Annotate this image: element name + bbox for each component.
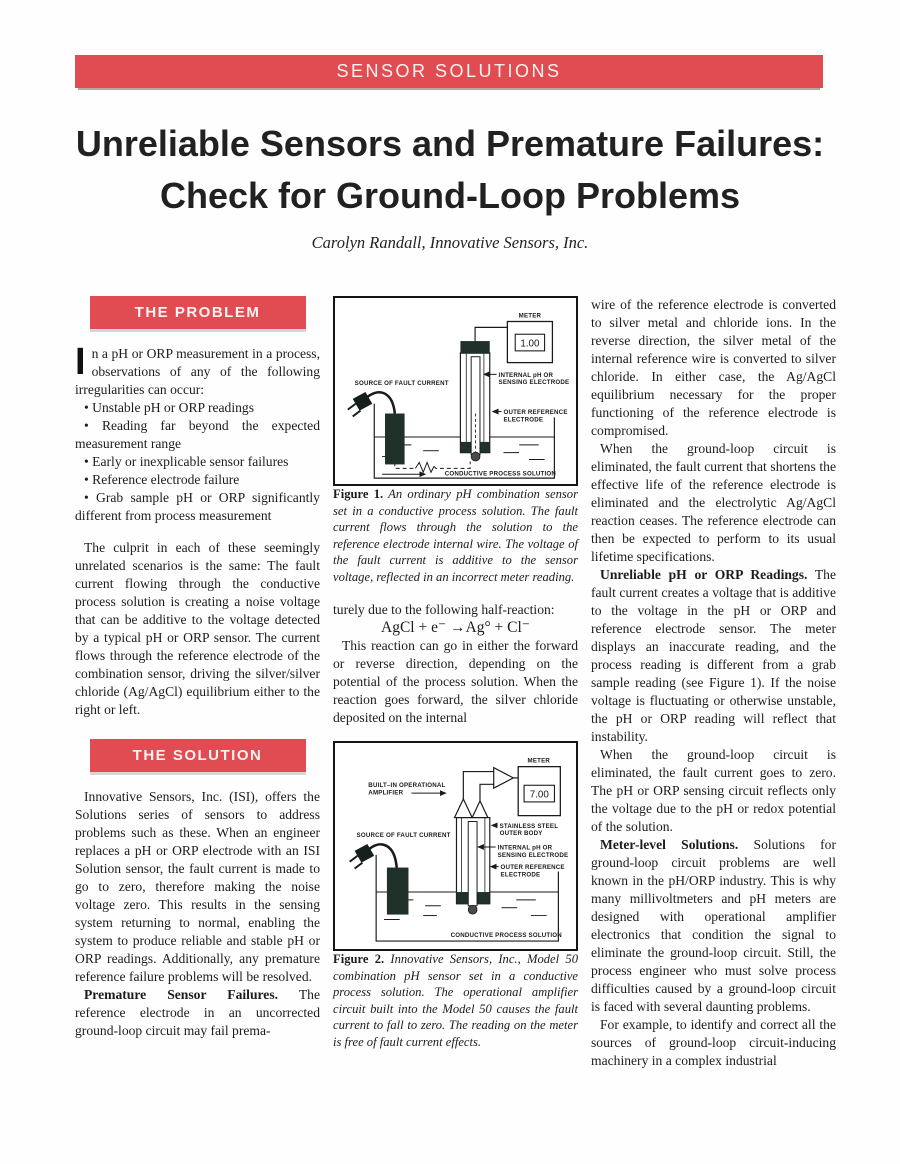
bullet-item: • Early or inexplicable sensor failures [75, 453, 320, 471]
stainless-label: OUTER BODY [499, 830, 543, 838]
caption-lead: Figure 2. [333, 952, 385, 966]
problem-intro-text: n a pH or ORP measurement in a process, observations of any of the following irregularities can occur: [75, 346, 320, 397]
bullet-item: • Grab sample pH or ORP significantly different from process measurement [75, 489, 320, 525]
internal-electrode-label: SENSING ELECTRODE [498, 379, 570, 387]
fault-source-box [387, 868, 409, 915]
right-paragraph-5 [591, 836, 836, 1016]
amplifier-triangle-left [455, 799, 473, 818]
bullet-item: • Reference electrode failure [75, 471, 320, 489]
column-right [591, 296, 836, 1070]
signal-wire [463, 772, 493, 799]
solution-paragraph-2 [75, 986, 320, 1040]
caption-text: An ordinary pH combination sensor set in a conductive process solution. The fault current flows through the solution to the reference electrode internal wire. The voltage of the fault current is additive to the sensor voltage, reflected in an incorrect meter reading. [333, 487, 578, 584]
middle-paragraph-2: This reaction can go in either the forward or reverse direction, depending on the potential of the process solution. When the reaction goes forward, the silver chloride deposited on the internal [333, 638, 578, 725]
solution-label: CONDUCTIVE PROCESS SOLUTION [444, 470, 557, 478]
figure-2-caption [333, 951, 578, 1050]
meter-label: METER [527, 757, 551, 765]
solution-paragraph-1: Innovative Sensors, Inc. (ISI), offers the Solutions series of sensors to address problems such as these. When an engineer replaces a pH or ORP electrode with an ISI Solution sensor, the fault current is made to go to zero, therefore making the noise voltage zero. This results in the sensing system returning to normal, enabling the system to produce reliable and stable pH or ORP readings. Additionally, any premature reference failure problems will be resolved. [75, 789, 320, 984]
sensor-top-cap [460, 341, 489, 354]
problem-bullet-list [75, 399, 320, 525]
article-title [0, 118, 900, 222]
caption-lead: Figure 1. [333, 487, 384, 501]
right-paragraph-1: wire of the reference electrode is converted to silver metal and chloride ions. In the reverse direction, the silver metal of the internal reference wire is converted to silver chloride. In either case, the Ag/AgCl equilibrium necessary for the proper functioning of the reference electrode is compromised. [591, 297, 836, 438]
column-left [75, 296, 320, 1070]
meter-label: METER [518, 312, 542, 320]
problem-heading: THE PROBLEM [90, 296, 306, 329]
fault-current-dashed-line-2 [434, 461, 470, 468]
section-banner-label: SENSOR SOLUTIONS [336, 61, 562, 81]
drop-cap: I [75, 341, 86, 383]
fault-source-box [385, 414, 405, 465]
article-title-line2: Check for Ground-Loop Problems [159, 175, 741, 216]
figure-2-svg [335, 743, 576, 949]
paragraph-lead: Unreliable pH or ORP Readings. [600, 567, 808, 582]
column-middle [333, 296, 578, 1070]
internal-electrode-tube [471, 357, 480, 455]
bullet-item: • Unstable pH or ORP readings [75, 399, 320, 417]
figure-1-diagram [333, 296, 578, 486]
solution-label: CONDUCTIVE PROCESS SOLUTION [450, 932, 562, 940]
amplifier-triangle-right [472, 801, 488, 818]
outer-electrode-label: OUTER REFERENCE [500, 864, 565, 872]
meter-reading: 7.00 [529, 789, 549, 801]
source-label: SOURCE OF FAULT CURRENT [354, 380, 449, 388]
plug-prong [355, 863, 363, 869]
paragraph-lead: Premature Sensor Failures. [84, 987, 279, 1002]
internal-electrode-tube [468, 822, 477, 906]
amplifier-label: AMPLIFIER [368, 789, 404, 797]
internal-electrode-label: SENSING ELECTRODE [497, 851, 569, 859]
figure-2-diagram [333, 741, 578, 951]
right-paragraph-2: When the ground-loop circuit is eliminated, the fault current that shortens the effective life of the reference electrode is eliminated and the electrolytic Ag/AgCl reaction ceases. The reference electrode can then be expected to perform to its usual lifetime specifications. [591, 441, 836, 564]
plug-prong [353, 411, 361, 417]
internal-electrode-label: INTERNAL pH OR [498, 371, 554, 379]
outer-electrode-label: OUTER REFERENCE [503, 409, 568, 417]
signal-wire [480, 784, 494, 801]
problem-paragraph: The culprit in each of these seemingly unrelated scenarios is the same: The fault current flowing through the conductive process solution is creating a noise voltage that can be additive to the voltage detected by a typical pH or ORP sensor. The current flows through the reference electrode of the combination sensor, driving the silver/silver chloride (Ag/AgCl) equilibrium either to the right or left. [75, 540, 320, 717]
internal-electrode-label: INTERNAL pH OR [497, 844, 553, 852]
solution-heading: THE SOLUTION [90, 739, 306, 772]
article-title-line1: Unreliable Sensors and Premature Failures: [75, 123, 825, 164]
bullet-item: • Reading far beyond the expected measurement range [75, 417, 320, 453]
right-paragraph-6: For example, to identify and correct all the sources of ground-loop circuit-inducing machinery in a complex industrial [591, 1017, 836, 1068]
half-reaction-equation: AgCl + e⁻ →Ag° + Cl⁻ [381, 619, 530, 636]
plug-prong [350, 856, 358, 862]
meter-wire [475, 327, 507, 341]
electrode-bulb [471, 452, 480, 461]
right-paragraph-3 [591, 566, 836, 746]
caption-text: Innovative Sensors, Inc., Model 50 combination pH sensor set in a conductive process solution. The operational amplifier circuit built into the Model 50 causes the fault current to fall to zero. The reading on the meter is free of fault current effects. [333, 952, 578, 1049]
article-columns [75, 296, 837, 1070]
section-banner [75, 55, 823, 88]
article-byline: Carolyn Randall, Innovative Sensors, Inc. [311, 233, 589, 252]
resistance-symbol [415, 462, 434, 472]
paragraph-text: The fault current creates a voltage that is additive to the voltage in the pH or ORP and reference electrode sensor. The meter displays an inaccurate reading, and the process reading is different from a grab sample reading (see Figure 1). If the noise voltage is fluctuating or otherwise unstable, the pH or ORP reading will reflect that instability. [591, 567, 836, 744]
middle-paragraph-1: turely due to the following half-reaction: [333, 602, 555, 617]
plug-prong [348, 404, 356, 410]
outer-electrode-label: ELECTRODE [500, 871, 541, 879]
op-amp-symbol [494, 768, 514, 789]
paragraph-text: Solutions for ground-loop circuit problems are well known in the pH/ORP industry. This is why many millivoltmeters and pH meters are designed with operational amplifier electronics that condition the signal to eliminate the ground-loop circuit. Still, the process engineer who must solve process difficulties caused by a ground-loop circuit is faced with several daunting problems. [591, 837, 837, 1014]
electrode-bulb [468, 905, 477, 914]
right-paragraph-4: When the ground-loop circuit is eliminated, the fault current goes to zero. The pH or ORP sensing circuit reflects only the voltage due to the pH or redox potential of the solution. [591, 747, 836, 834]
paragraph-lead: Meter-level Solutions. [600, 837, 739, 852]
amplifier-label: BUILT–IN OPERATIONAL [368, 782, 446, 790]
stainless-label: STAINLESS STEEL [499, 822, 559, 830]
problem-intro-paragraph [75, 341, 320, 399]
figure-1-svg [335, 298, 576, 484]
outer-electrode-label: ELECTRODE [503, 416, 544, 424]
figure-1-caption [333, 486, 578, 585]
source-label: SOURCE OF FAULT CURRENT [356, 832, 451, 840]
meter-reading: 1.00 [520, 338, 540, 350]
paragraph-text: The reference electrode in an uncorrected ground-loop circuit may fail prema- [75, 987, 320, 1038]
